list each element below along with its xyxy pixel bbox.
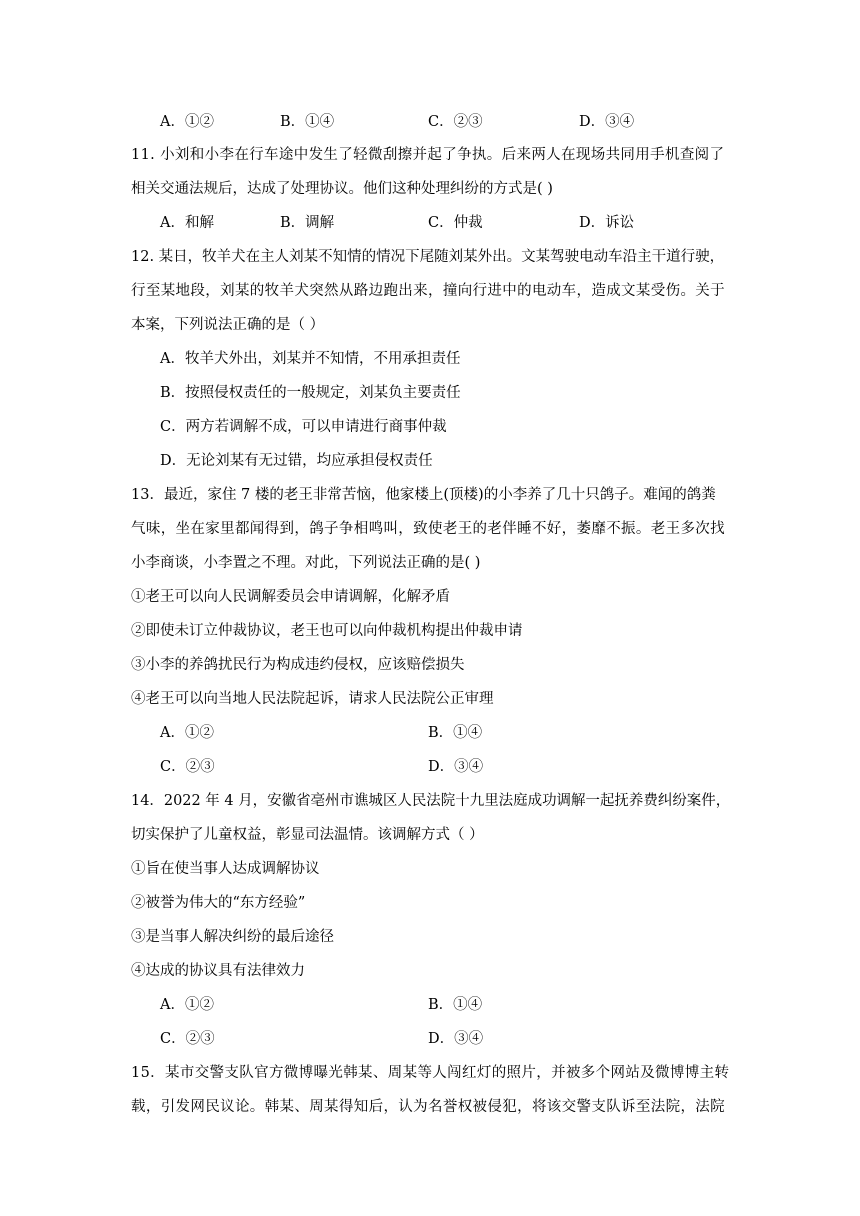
question-13-line-1: 13．最近，家住 7 楼的老王非常苦恼，他家楼上(顶楼)的小李养了几十只鸽子。难闻的鸽粪	[131, 487, 716, 503]
question-13-line-3: 小李商谈，小李置之不理。对此，下列说法正确的是( )	[131, 555, 481, 571]
q14-statement-1: ①旨在使当事人达成调解协议	[131, 861, 320, 877]
question-14-line-1: 14．2022 年 4 月，安徽省亳州市谯城区人民法院十九里法庭成功调解一起抚养费纠纷案件，	[131, 793, 731, 809]
option-c: C．②③	[428, 114, 483, 130]
q13-statement-2: ②即使未订立仲裁协议，老王也可以向仲裁机构提出仲裁申请	[131, 623, 523, 639]
option-b: B．①④	[280, 114, 335, 130]
q13-statement-1: ①老王可以向人民调解委员会申请调解，化解矛盾	[131, 589, 450, 605]
q13-option-a: A．①②	[160, 725, 214, 741]
q11-option-b: B．调解	[280, 215, 335, 231]
q13-option-c: C．②③	[160, 759, 215, 775]
q13-option-d: D．③④	[428, 759, 484, 775]
q12-option-d: D．无论刘某有无过错，均应承担侵权责任	[160, 453, 433, 469]
q13-option-b: B．①④	[428, 725, 483, 741]
q12-option-a: A．牧羊犬外出，刘某并不知情，不用承担责任	[160, 351, 461, 367]
q14-statement-4: ④达成的协议具有法律效力	[131, 963, 305, 979]
option-d: D．③④	[579, 114, 635, 130]
question-13-line-2: 气味，坐在家里都闻得到，鸽子争相鸣叫，致使老王的老伴睡不好，萎靡不振。老王多次找	[131, 521, 725, 537]
option-a: A．①②	[160, 114, 214, 130]
question-15-line-2: 载，引发网民议论。韩某、周某得知后，认为名誉权被侵犯，将该交警支队诉至法院，法院	[131, 1099, 725, 1115]
q14-option-c: C．②③	[160, 1031, 215, 1047]
q13-statement-4: ④老王可以向当地人民法院起诉，请求人民法院公正审理	[131, 691, 494, 707]
question-11-line-1: 11. 小刘和小李在行车途中发生了轻微刮擦并起了争执。后来两人在现场共同用手机查阅了	[131, 147, 725, 163]
q14-statement-2: ②被誉为伟大的“东方经验”	[131, 895, 306, 911]
q14-statement-3: ③是当事人解决纠纷的最后途径	[131, 929, 334, 945]
q11-option-c: C．仲裁	[428, 215, 483, 231]
q14-option-b: B．①④	[428, 997, 483, 1013]
q11-option-a: A．和解	[160, 215, 214, 231]
q12-option-b: B．按照侵权责任的一般规定，刘某负主要责任	[160, 385, 461, 401]
question-12-line-1: 12. 某日，牧羊犬在主人刘某不知情的情况下尾随刘某外出。文某驾驶电动车沿主干道行驶，	[131, 249, 725, 265]
q11-option-d: D．诉讼	[579, 215, 635, 231]
question-11-line-2: 相关交通法规后，达成了处理协议。他们这种处理纠纷的方式是( )	[131, 181, 553, 197]
question-14-line-2: 切实保护了儿童权益，彰显司法温情。该调解方式（ ）	[131, 827, 484, 843]
question-12-line-3: 本案，下列说法正确的是（ ）	[131, 317, 325, 333]
q13-statement-3: ③小李的养鸽扰民行为构成违约侵权，应该赔偿损失	[131, 657, 465, 673]
q14-option-a: A．①②	[160, 997, 214, 1013]
question-12-line-2: 行至某地段，刘某的牧羊犬突然从路边跑出来，撞向行进中的电动车，造成文某受伤。关于	[131, 283, 725, 299]
q14-option-d: D．③④	[428, 1031, 484, 1047]
q12-option-c: C．两方若调解不成，可以申请进行商事仲裁	[160, 419, 447, 435]
question-15-line-1: 15．某市交警支队官方微博曝光韩某、周某等人闯红灯的照片，并被多个网站及微博博主转	[131, 1065, 730, 1081]
